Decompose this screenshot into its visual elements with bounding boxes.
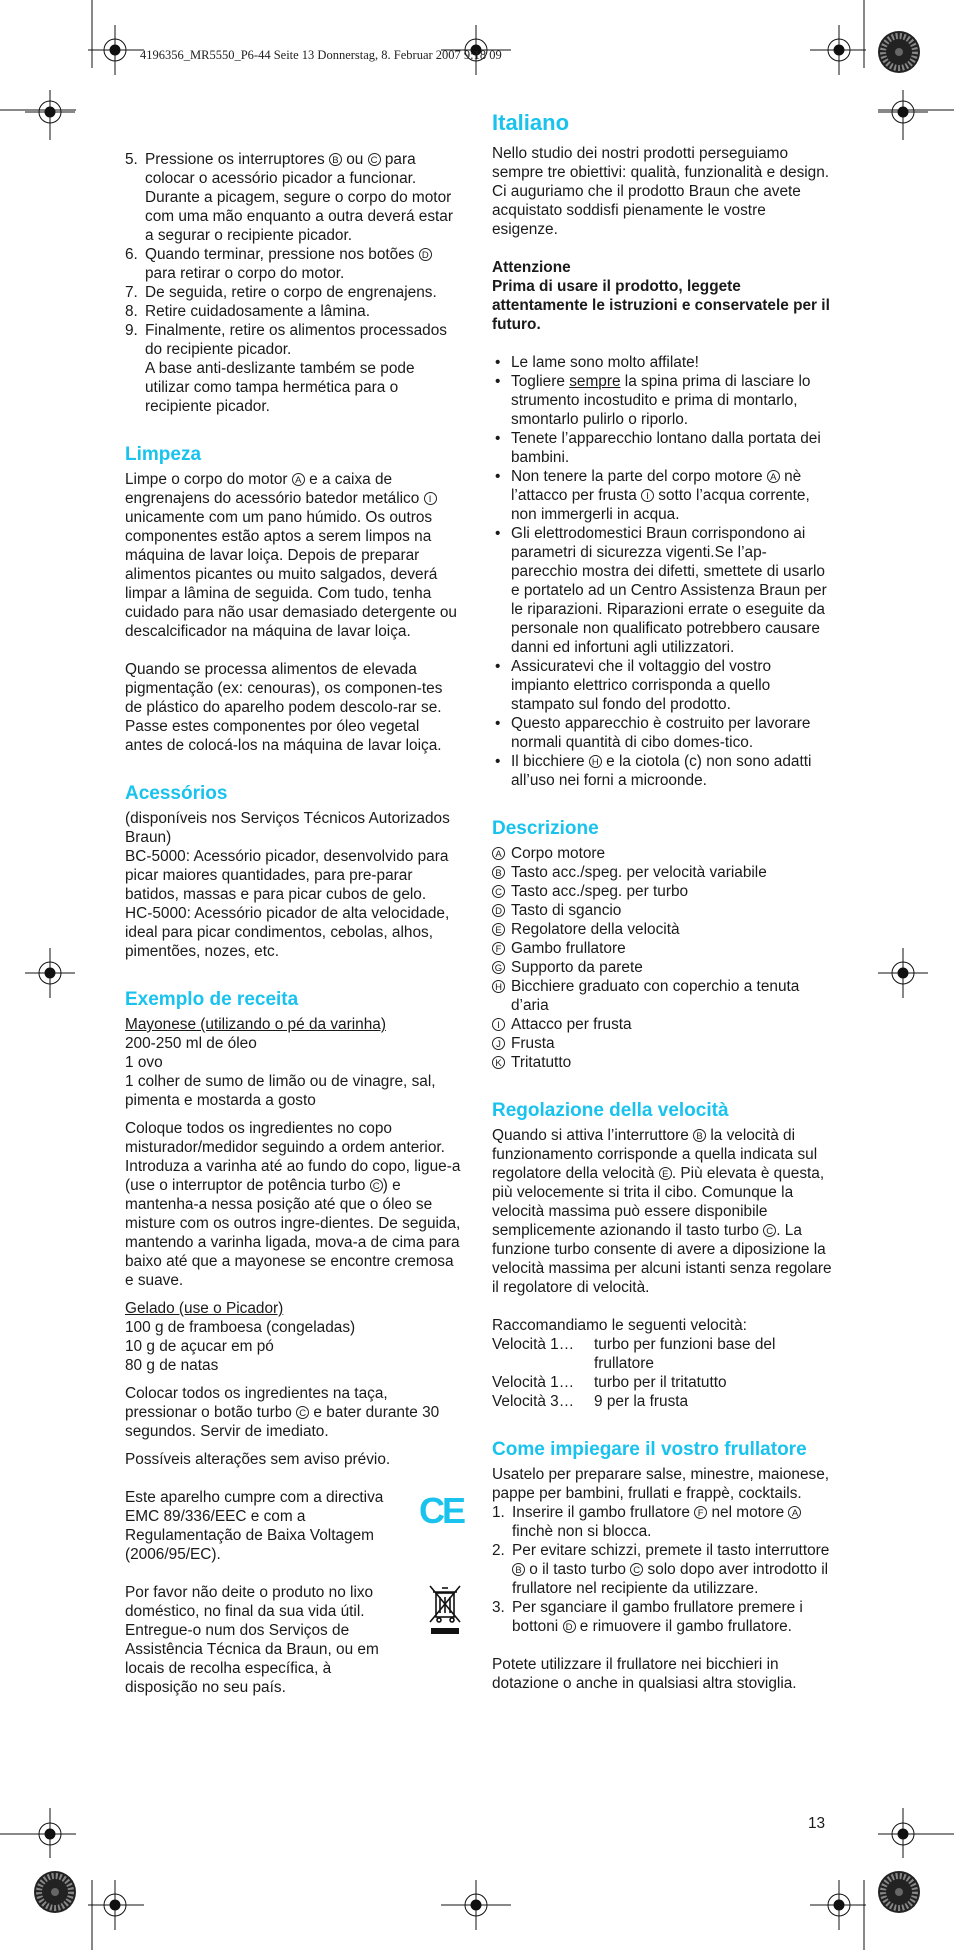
marker-h: H — [589, 755, 602, 768]
section-title-uso: Come impiegare il vostro frullatore — [492, 1439, 807, 1460]
paragraph: Usatelo per preparare salse, minestre, maionese, pappe per bambini, frullati e frappè, cocktails. — [492, 1466, 830, 1502]
registration-target-icon — [25, 1808, 75, 1858]
list-item: 7. De seguida, retire o corpo de engrenajens. — [125, 284, 437, 301]
page-number: 13 — [808, 1815, 826, 1832]
section-title-velocita: Regolazione della velocità — [492, 1100, 729, 1121]
list-item: E Regolatore della velocità — [492, 920, 832, 939]
list-item: • Non tenere la parte del corpo motore A nè l’attacco per frusta I sotto l’acqua corrente, non immergerli in acqua. — [495, 468, 810, 523]
usage-steps — [492, 1503, 832, 1636]
notice: Possíveis alterações sem aviso prévio. — [125, 1451, 391, 1468]
registration-target-icon — [25, 90, 75, 140]
left-column — [125, 110, 461, 1697]
weee-block — [125, 1583, 461, 1697]
marker-c: C — [763, 1224, 776, 1237]
section-title-descrizione: Descrizione — [492, 818, 599, 839]
list-item: 1. Inserire il gambo frullatore F nel motore A finchè non si blocca. — [492, 1503, 832, 1541]
marker-e: E — [659, 1167, 672, 1180]
marker-a: A — [292, 473, 305, 486]
list-item: J Frusta — [492, 1034, 832, 1053]
speed-row: Velocità 1… turbo per il tritatutto — [492, 1374, 727, 1391]
section-title-limpeza: Limpeza — [125, 444, 202, 465]
ce-block — [125, 1488, 461, 1564]
marker-f: F — [694, 1506, 707, 1519]
marker-c: C — [370, 1179, 383, 1192]
ce-mark-icon: CE — [418, 1490, 463, 1531]
list-item: A Corpo motore — [492, 844, 832, 863]
list-item: 5. Pressione os interruptores B ou C para colocar o acessório picador a funcionar. Durante a picagem, segure o corpo do motor com uma mão enquanto a outra deverá estar a segurar o recipiente picador. — [125, 151, 453, 244]
paragraph: Por favor não deite o produto no lixo doméstico, no final da sua vida útil. Entregue-o num dos Serviços de Assistência Técnica da Braun, ou em locais de recolha específica, à disposição no seu país. — [125, 1584, 379, 1696]
list-item: F Gambo frullatore — [492, 939, 832, 958]
ingredient: 100 g de framboesa (congeladas) — [125, 1319, 356, 1336]
marker-b: B — [329, 153, 342, 166]
marker-c: C — [368, 153, 381, 166]
recipe-title: Mayonese (utilizando o pé da varinha) — [125, 1016, 386, 1033]
list-item: H Bicchiere graduato con coperchio a tenuta d’aria — [492, 977, 832, 1015]
marker-i: I — [424, 492, 437, 505]
attention-title: Attenzione — [492, 259, 571, 276]
list-item: 6. Quando terminar, pressione nos botões D para retirar o corpo do motor. — [125, 245, 461, 283]
color-wheel-icon — [877, 30, 921, 74]
list-item: • Le lame sono molto affilate! — [495, 354, 699, 371]
marker-c: C — [296, 1406, 309, 1419]
paragraph: HC-5000: Acessório picador de alta velocidade, ideal para picar condimentos, cebolas, alhos, pimentões, nozes, etc. — [125, 905, 450, 960]
list-item: • Tenete l’apparecchio lontano dalla portata dei bambini. — [495, 430, 821, 466]
list-item: • Togliere sempre la spina prima di lasciare lo strumento incostudito e prima di montarlo, smontarlo pulirlo o riporlo. — [495, 373, 811, 428]
marker-d: D — [563, 1620, 576, 1633]
registration-target-icon — [806, 25, 866, 75]
speed-row: Velocità 1… turbo per funzioni base del frullatore — [492, 1336, 776, 1372]
paragraph: Coloque todos os ingredientes no copo misturador/medidor seguindo a ordem anterior. Introduza a varinha até ao fundo do copo, ligue-a (use o interruptor de potência turbo C ) e mantenha-a nessa posição até que o óleo se misture com os outros ingre-dientes. De seguida, mantendo a varinha ligada, mova-a de cima para baixo até que a mayonese se encontre cremosa e suave. — [125, 1120, 461, 1289]
registration-target-icon — [88, 1880, 148, 1930]
registration-target-icon — [878, 90, 928, 140]
ingredient: 1 ovo — [125, 1054, 163, 1071]
registration-target-icon — [878, 1808, 928, 1858]
paragraph: Quando se processa alimentos de elevada pigmentação (ex: cenouras), os componen-tes de plástico do aparelho podem descolo-rar se. Passe estes componentes por óleo vegetal antes de colocá-los na máquina de lavar loiça. — [125, 661, 443, 754]
marker-c: C — [630, 1563, 643, 1576]
section-title-receita: Exemplo de receita — [125, 989, 299, 1010]
list-item: I Attacco per frusta — [492, 1015, 832, 1034]
registration-target-icon — [806, 1880, 866, 1930]
list-item: • Gli elettrodomestici Braun corrispondono ai parametri di sicurezza vigenti.Se l’ap-parecchio mostra dei difetti, smettete di usarlo e portatelo ad un Centro Assistenza Braun per le riparazioni. Riparazioni errate o eseguite da personale non qualificato potrebbero causare danni ed infortuni agli utilizzatori. — [495, 525, 827, 656]
color-wheel-icon — [877, 1870, 921, 1914]
list-item: 9. Finalmente, retire os alimentos processados do recipiente picador. A base anti-deslizante também se pode utilizar como tampa hermética para o recipiente picador. — [125, 322, 447, 415]
marker-i: I — [641, 489, 654, 502]
ingredient: 200-250 ml de óleo — [125, 1035, 257, 1052]
print-slug: 4196356_MR5550_P6-44 Seite 13 Donnerstag, 8. Februar 2007 9:18 09 — [140, 48, 502, 62]
paragraph: (disponíveis nos Serviços Técnicos Autorizados Braun) — [125, 810, 450, 846]
ingredient: 80 g de natas — [125, 1357, 219, 1374]
paragraph: BC-5000: Acessório picador, desenvolvido para picar maiores quantidades, para pre-parar batidos, massas e para picar cubos de gelo. — [125, 848, 449, 903]
list-item: D Tasto di sgancio — [492, 901, 832, 920]
parts-list — [492, 844, 832, 1072]
list-item: 3. Per sganciare il gambo frullatore premere i bottoni D e rimuovere il gambo frullatore. — [492, 1599, 803, 1635]
marker-b: B — [512, 1563, 525, 1576]
list-item: • Il bicchiere H e la ciotola (c) non sono adatti all’uso nei forni a microonde. — [495, 753, 812, 789]
registration-target-icon — [441, 1880, 511, 1930]
speed-row: Velocità 3… 9 per la frusta — [492, 1393, 689, 1410]
list-item: 2. Per evitare schizzi, premete il tasto interruttore B o il tasto turbo C solo dopo aver introdotto il frullatore nel recipiente da utilizzare. — [492, 1542, 830, 1597]
list-item: K Tritatutto — [492, 1053, 832, 1072]
list-item: • Questo apparecchio è costruito per lavorare normali quantità di cibo domes-tico. — [495, 715, 811, 751]
steps-list — [125, 150, 461, 416]
recipe-title: Gelado (use o Picador) — [125, 1300, 284, 1317]
marker-a: A — [767, 470, 780, 483]
list-item: • Assicuratevi che il voltaggio del vostro impianto elettrico corrisponda a quello stampato sul fondo del prodotto. — [495, 658, 772, 713]
paragraph: Colocar todos os ingredientes na taça, pressionar o botão turbo C e bater durante 30 segundos. Servir de imediato. — [125, 1385, 440, 1440]
paragraph: Potete utilizzare il frullatore nei bicchieri in dotazione o anche in qualsiasi altra stoviglia. — [492, 1656, 797, 1692]
paragraph: Nello studio dei nostri prodotti perseguiamo sempre tre obiettivi: qualità, funzionalità e design. Ci auguriamo che il prodotto Braun che avete acquistato soddisfi pienamente le vostre esigenze. — [492, 145, 830, 238]
list-item: B Tasto acc./speg. per velocità variabile — [492, 863, 832, 882]
ingredient: 1 colher de sumo de limão ou de vinagre, sal, pimenta e mostarda a gosto — [125, 1073, 436, 1109]
marker-b: B — [693, 1129, 706, 1142]
registration-target-icon — [25, 948, 75, 998]
attention-text: Prima di usare il prodotto, leggete attentamente le istruzioni e conservatele per il futuro. — [492, 278, 830, 333]
paragraph: Este aparelho cumpre com a directiva EMC 89/336/EEC e com a Regulamentação de Baixa Voltagem (2006/95/EC). — [125, 1489, 384, 1563]
ingredient: 10 g de açucar em pó — [125, 1338, 274, 1355]
registration-target-icon — [88, 25, 148, 75]
paragraph: Raccomandiamo le seguenti velocità: — [492, 1317, 747, 1334]
color-wheel-icon — [33, 1870, 77, 1914]
right-column — [492, 110, 832, 1693]
language-title: Italiano — [492, 110, 570, 135]
list-item: C Tasto acc./speg. per turbo — [492, 882, 832, 901]
safety-list — [492, 353, 832, 790]
paragraph: Limpe o corpo do motor A e a caixa de engrenajens do acessório batedor metálico I unicamente com um pano húmido. Os outros componentes estão aptos a serem limpos na máquina de lavar loiça. Depois de preparar alimentos picantes ou muito salgados, deverá limpar a lâmina de seguida. Com tudo, tenha cuidado para não usar demasiado detergente ou descalcificador na máquina de lavar loiça. — [125, 471, 457, 640]
section-title-acessorios: Acessórios — [125, 783, 228, 804]
registration-target-icon — [878, 948, 928, 998]
recycle-bin-icon — [427, 1583, 463, 1642]
marker-a: A — [788, 1506, 801, 1519]
list-item: 8. Retire cuidadosamente a lâmina. — [125, 303, 370, 320]
marker-d: D — [419, 248, 432, 261]
list-item: G Supporto da parete — [492, 958, 832, 977]
paragraph: Quando si attiva l’interruttore B la velocità di funzionamento corrisponde a quella indicata sul regolatore della velocità E . Più elevata è questa, più velocemente si trita il cibo. Comunque la velocità massima può essere disponibile semplicemente azionando il tasto turbo C . La funzione turbo consente di avere a diposizione la velocità massima per alcuni istanti senza regolare il regolatore di velocità. — [492, 1127, 832, 1296]
